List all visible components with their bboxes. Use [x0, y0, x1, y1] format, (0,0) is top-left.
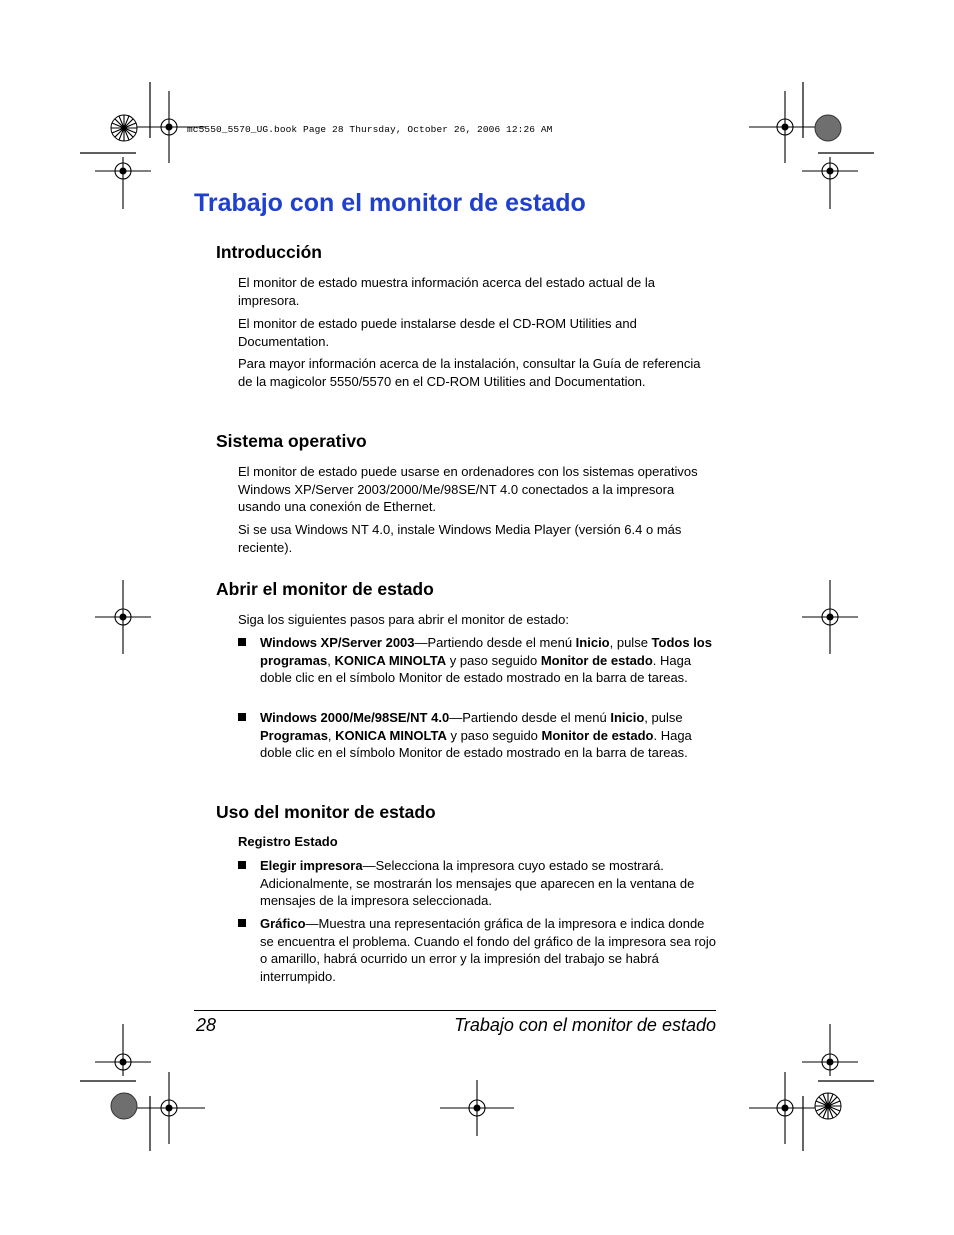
list-item: Windows XP/Server 2003—Partiendo desde el menú Inicio, pulse Todos los programas, KONICA MINOLTA y paso seguido Monitor de estado. Haga doble clic en el símbolo Monitor de estado mostrado en la barra de tareas.	[238, 634, 718, 687]
open-intro: Siga los siguientes pasos para abrir el monitor de estado:	[238, 612, 569, 627]
bullet-square-icon	[238, 919, 246, 927]
bullet-square-icon	[238, 713, 246, 721]
section-heading-use: Uso del monitor de estado	[216, 802, 436, 822]
section-heading-intro: Introducción	[216, 242, 322, 262]
section-heading-open: Abrir el monitor de estado	[216, 579, 434, 599]
section-heading-os: Sistema operativo	[216, 431, 367, 451]
intro-paragraph-1: El monitor de estado muestra información acerca del estado actual de la impresora.	[238, 275, 655, 308]
bullet-square-icon	[238, 638, 246, 646]
intro-paragraph-3: Para mayor información acerca de la instalación, consultar la Guía de referencia de la magicolor 5550/5570 en el CD-ROM Utilities and Documentation.	[238, 356, 701, 389]
footer-running-title: Trabajo con el monitor de estado	[454, 1015, 716, 1035]
subheading-registro-estado: Registro Estado	[238, 834, 338, 849]
book-slug: mc5550_5570_UG.book Page 28 Thursday, October 26, 2006 12:26 AM	[187, 124, 553, 135]
intro-paragraph-2: El monitor de estado puede instalarse desde el CD-ROM Utilities and Documentation.	[238, 316, 637, 349]
footer-page-number: 28	[196, 1015, 217, 1035]
os-paragraph-1: El monitor de estado puede usarse en ordenadores con los sistemas operativos Windows XP/Server 2003/2000/Me/98SE/NT 4.0 conectados a la impresora usando una conexión de Ethernet.	[238, 464, 698, 514]
footer-rule	[194, 1010, 716, 1011]
list-item: Gráfico—Muestra una representación gráfica de la impresora e indica donde se encuentra el problema. Cuando el fondo del gráfico de la impresora sea rojo o amarillo, habrá ocurrido un error y la impresión del trabajo se habrá interrumpido.	[238, 915, 718, 985]
list-item: Windows 2000/Me/98SE/NT 4.0—Partiendo desde el menú Inicio, pulse Programas, KONICA MINOLTA y paso seguido Monitor de estado. Haga doble clic en el símbolo Monitor de estado mostrado en la barra de tareas.	[238, 709, 718, 762]
page-title: Trabajo con el monitor de estado	[194, 189, 586, 217]
bullet-square-icon	[238, 861, 246, 869]
list-item: Elegir impresora—Selecciona la impresora cuyo estado se mostrará. Adicionalmente, se mostrarán los mensajes que aparecen en la ventana de mensajes de la impresora seleccionada.	[238, 857, 718, 910]
os-paragraph-2: Si se usa Windows NT 4.0, instale Windows Media Player (versión 6.4 o más reciente).	[238, 522, 682, 555]
